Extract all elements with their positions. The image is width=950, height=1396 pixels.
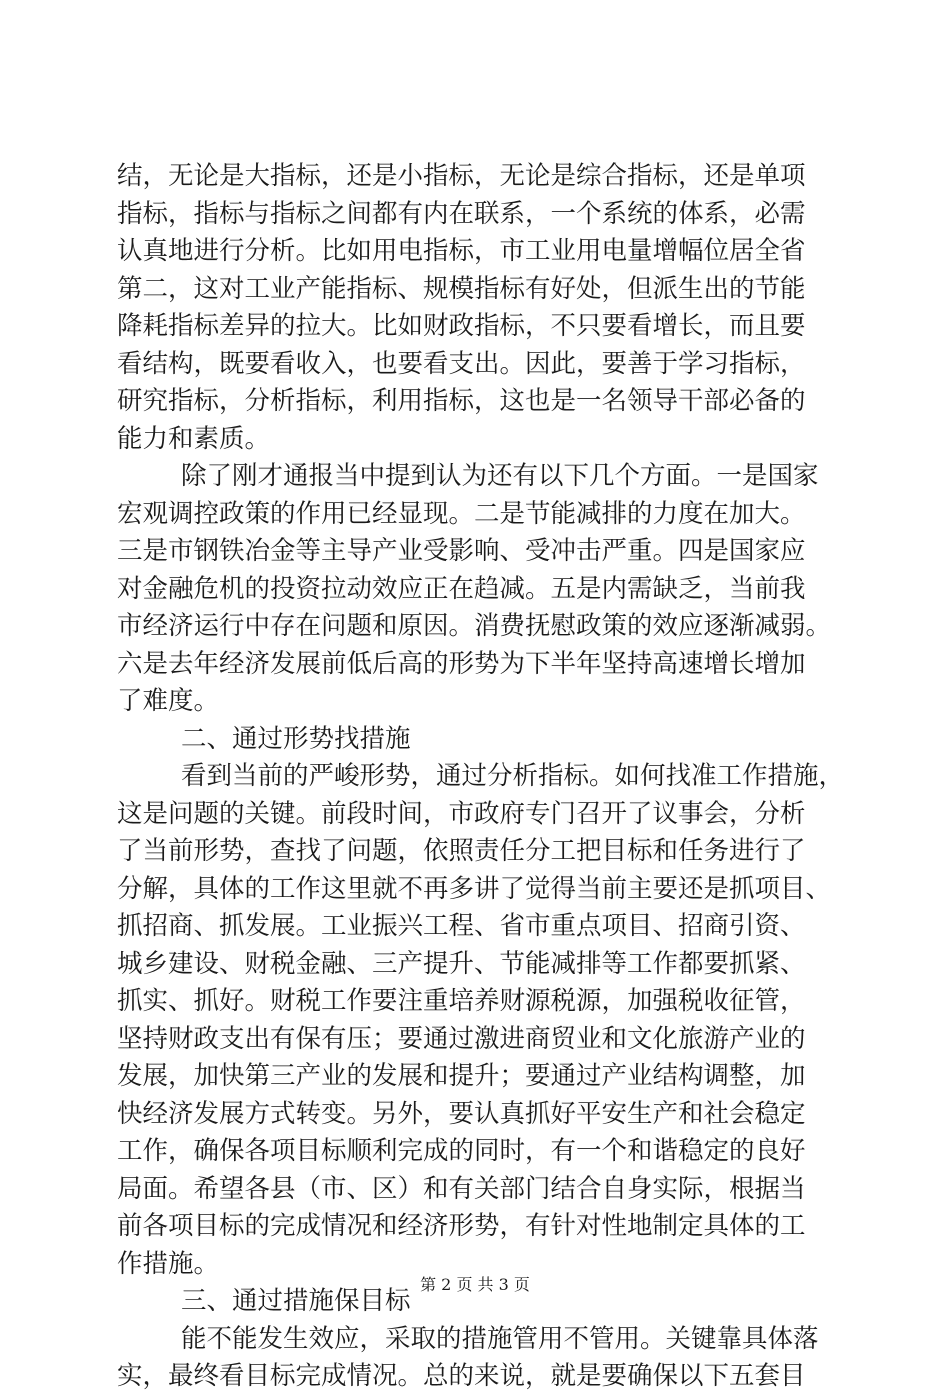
text-line: 能力和素质。 <box>117 423 271 454</box>
text-line: 发展，加快第三产业的发展和提升；要通过产业结构调整，加 <box>117 1061 806 1091</box>
paragraph-start-line: 除了刚才通报当中提到认为还有以下几个方面。一是国家 <box>181 461 819 491</box>
text-line: 六是去年经济发展前低后高的形势为下半年坚持高速增长增加 <box>117 648 806 679</box>
page-number-footer: 第 2 页 共 3 页 <box>420 1275 530 1294</box>
text-line: 工作，确保各项目标顺利完成的同时，有一个和谐稳定的良好 <box>117 1136 806 1166</box>
text-line: 抓招商、抓发展。工业振兴工程、省市重点项目、招商引资、 <box>117 911 806 941</box>
text-line: 结，无论是大指标，还是小指标，无论是综合指标，还是单项 <box>117 161 806 191</box>
section-heading: 三、通过措施保目标 <box>181 1286 411 1316</box>
text-line: 局面。希望各县（市、区）和有关部门结合自身实际，根据当 <box>117 1173 806 1204</box>
text-line: 指标，指标与指标之间都有内在联系，一个系统的体系，必需 <box>117 198 806 229</box>
text-line: 市经济运行中存在问题和原因。消费抚慰政策的效应逐渐减弱。 <box>117 611 832 641</box>
text-line: 研究指标，分析指标，利用指标，这也是一名领导干部必备的 <box>117 386 806 416</box>
text-line: 宏观调控政策的作用已经显现。二是节能减排的力度在加大。 <box>117 498 806 529</box>
text-line: 实，最终看目标完成情况。总的来说，就是要确保以下五套目 <box>117 1361 806 1391</box>
text-line: 认真地进行分析。比如用电指标，市工业用电量增幅位居全省 <box>117 236 806 266</box>
text-line: 前各项目标的完成情况和经济形势，有针对性地制定具体的工 <box>117 1211 806 1241</box>
text-line: 这是问题的关键。前段时间，市政府专门召开了议事会，分析 <box>117 798 806 829</box>
document-body <box>117 158 847 1396</box>
section-heading: 二、通过形势找措施 <box>181 723 411 754</box>
text-line: 三是市钢铁冶金等主导产业受影响、受冲击严重。四是国家应 <box>117 536 806 566</box>
text-line: 快经济发展方式转变。另外，要认真抓好平安生产和社会稳定 <box>117 1098 806 1129</box>
paragraph-start-line: 看到当前的严峻形势，通过分析指标。如何找准工作措施， <box>181 761 845 791</box>
text-line: 城乡建设、财税金融、三产提升、节能减排等工作都要抓紧、 <box>117 948 806 979</box>
text-line: 降耗指标差异的拉大。比如财政指标，不只要看增长，而且要 <box>117 311 806 341</box>
text-line: 了当前形势，查找了问题，依照责任分工把目标和任务进行了 <box>117 836 806 866</box>
text-line: 分解，具体的工作这里就不再多讲了觉得当前主要还是抓项目、 <box>117 873 832 904</box>
paragraph-start-line: 能不能发生效应，采取的措施管用不管用。关键靠具体落 <box>181 1323 819 1354</box>
text-line: 作措施。 <box>117 1248 220 1279</box>
text-line: 坚持财政支出有保有压；要通过激进商贸业和文化旅游产业的 <box>117 1023 806 1054</box>
text-line: 对金融危机的投资拉动效应正在趋减。五是内需缺乏，当前我 <box>117 573 806 604</box>
text-line: 了难度。 <box>117 686 220 716</box>
text-line: 抓实、抓好。财税工作要注重培养财源税源，加强税收征管， <box>117 986 806 1016</box>
text-line: 第二，这对工业产能指标、规模指标有好处，但派生出的节能 <box>117 273 806 304</box>
text-line: 看结构，既要看收入，也要看支出。因此，要善于学习指标， <box>117 348 806 379</box>
